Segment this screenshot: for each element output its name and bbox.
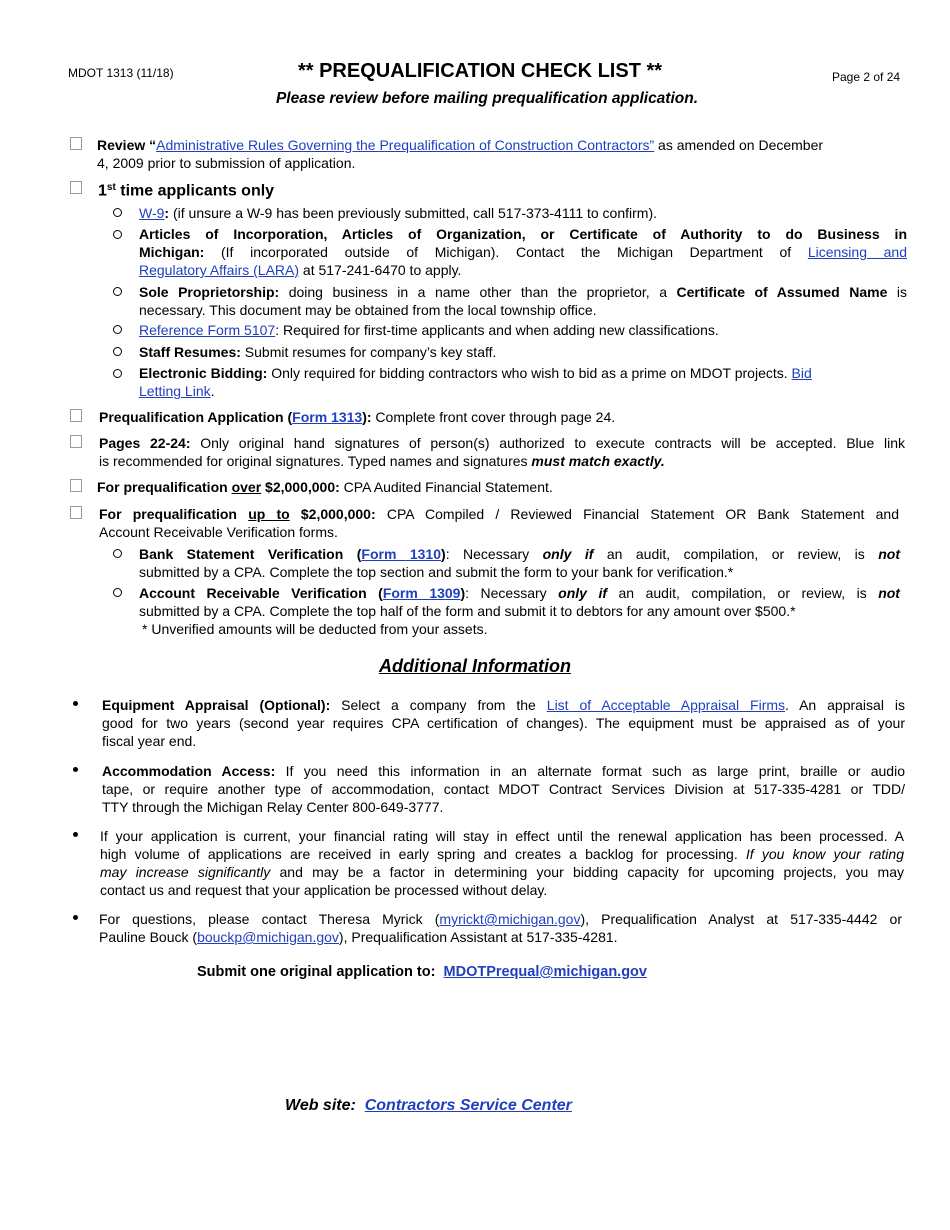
lara-link-cont[interactable]: Regulatory Affairs (LARA) (139, 262, 300, 278)
appraisal-firms-link[interactable]: List of Acceptable Appraisal Firms (546, 697, 786, 713)
bid-letting-link-cont[interactable]: Letting Link (139, 383, 211, 399)
bullet-dot-icon (73, 915, 78, 920)
up-to-2m-checkbox[interactable] (70, 506, 82, 519)
electronic-bidding-item: Electronic Bidding: Only required for bidding contractors who wish to bid as a prime on MDOT projects. Bid Letting Link. (139, 365, 812, 399)
submit-email-link[interactable]: MDOTPrequal@michigan.gov (443, 964, 647, 980)
prequal-app-checkbox[interactable] (70, 409, 82, 422)
additional-info-heading: Additional Information (379, 656, 571, 676)
submit-label: Submit one original application to: (197, 964, 436, 980)
bid-letting-link[interactable]: Bid (791, 365, 812, 381)
form-code: MDOT 1313 (11/18) (68, 66, 174, 80)
form-1309-link[interactable]: Form 1309 (382, 585, 461, 601)
bullet-circle-icon (113, 369, 122, 378)
accommodation-item: Accommodation Access: If you need this information in an alternate format such as large print, braille or audio tape, or require another type of accommodation, contact MDOT Contract Services Division at 517-335-4281 or TDD/ TTY through the Michigan Relay Center 800-649-3777. (102, 763, 905, 815)
questions-item: For questions, please contact Theresa Myrick (myrickt@michigan.gov), Prequalification Analyst at 517-335-4442 or Pauline Bouck (bouckp@michigan.gov), Prequalification Assistant at 517-335-4281. (99, 911, 903, 945)
current-application-item: If your application is current, your financial rating will stay in effect until the renewal application has been processed. A high volume of applications are received in early spring and creates a backlog for processing. If you know your rating may increase significantly and may be a factor in determining your bidding capacity for upcoming projects, you may contact us and request that your application be processed without delay. (100, 828, 904, 898)
sole-proprietorship-item: Sole Proprietorship: doing business in a name other than the proprietor, a Certificate of Assumed Name is necessary. This document may be obtained from the local township office. (139, 284, 907, 318)
pages-checkbox[interactable] (70, 435, 82, 448)
myrick-email-link[interactable]: myrickt@michigan.gov (439, 911, 581, 927)
website-label: Web site: (285, 1097, 356, 1114)
ref-form-5107-link[interactable]: Reference Form 5107 (139, 322, 276, 338)
first-time-checkbox[interactable] (70, 181, 82, 194)
over-2m-item: For prequalification over $2,000,000: CPA Audited Financial Statement. (97, 479, 553, 495)
bullet-circle-icon (113, 588, 122, 597)
website-line (285, 1097, 572, 1115)
page-subtitle: Please review before mailing prequalification application. (275, 90, 699, 107)
articles-item: Articles of Incorporation, Articles of Organization, or Certificate of Authority to do Business in Michigan: (If incorporated outside of Michigan). Contact the Michigan Department of Licensing and Regulatory Affairs (LARA) at 517-241-6470 to apply. (139, 226, 907, 278)
staff-resumes-item: Staff Resumes: Submit resumes for company’s key staff. (139, 344, 497, 360)
lara-link[interactable]: Licensing and (807, 244, 907, 260)
bullet-dot-icon (73, 767, 78, 772)
bullet-circle-icon (113, 287, 122, 296)
contractors-service-center-link[interactable]: Contractors Service Center (364, 1097, 572, 1114)
ref-5107-item: Reference Form 5107: Required for first-time applicants and when adding new classifications. (139, 322, 719, 338)
w9-item: W-9: (if unsure a W-9 has been previously submitted, call 517-373-4111 to confirm). (139, 205, 658, 221)
page-number: Page 2 of 24 (832, 70, 901, 84)
bullet-circle-icon (113, 347, 122, 356)
bullet-circle-icon (113, 208, 122, 217)
review-checkbox[interactable] (70, 137, 82, 150)
unverified-note: * Unverified amounts will be deducted from your assets. (142, 621, 488, 637)
form-1313-link[interactable]: Form 1313 (292, 409, 363, 425)
review-item: Review “Administrative Rules Governing the Prequalification of Construction Contractors” as amended on December 4, 2009 prior to submission of application. (97, 137, 824, 171)
bouck-email-link[interactable]: bouckp@michigan.gov (197, 929, 339, 945)
bank-verification-item: Bank Statement Verification (Form 1310): Necessary only if an audit, compilation, or review, is not submitted by a CPA. Complete the top section and submit the form to your bank for verification.* (139, 546, 900, 580)
bullet-dot-icon (73, 832, 78, 837)
w9-link[interactable]: W-9 (139, 205, 165, 221)
form-1310-link[interactable]: Form 1310 (361, 546, 442, 562)
over-2m-checkbox[interactable] (70, 479, 82, 492)
admin-rules-link[interactable]: Administrative Rules Governing the Prequalification of Construction Contractors (156, 137, 650, 153)
bullet-dot-icon (73, 701, 78, 706)
bullet-circle-icon (113, 230, 122, 239)
equipment-appraisal-item: Equipment Appraisal (Optional): Select a company from the List of Acceptable Appraisal Firms. An appraisal is good for two years (second year requires CPA certification of changes). The equipment must be appraised as of your fiscal year end. (102, 697, 905, 749)
ar-verification-item: Account Receivable Verification (Form 1309): Necessary only if an audit, compilation, or review, is not submitted by a CPA. Complete the top half of the form and submit it to debtors for any amount over $500.* (139, 585, 900, 619)
pages-item: Pages 22-24: Only original hand signatures of person(s) authorized to execute contracts will be accepted. Blue link is recommended for original signatures. Typed names and signatures must match exactly. (99, 435, 906, 469)
page-title: ** PREQUALIFICATION CHECK LIST ** (297, 60, 663, 82)
up-to-2m-item: For prequalification up to $2,000,000: CPA Compiled / Reviewed Financial Statement OR Bank Statement and Account Receivable Verification forms. (99, 506, 899, 540)
submit-line (197, 964, 647, 980)
bullet-circle-icon (113, 549, 122, 558)
bullet-circle-icon (113, 325, 122, 334)
first-time-heading: 1st time applicants only (98, 182, 275, 200)
prequal-app-item: Prequalification Application (Form 1313): Complete front cover through page 24. (99, 409, 616, 425)
